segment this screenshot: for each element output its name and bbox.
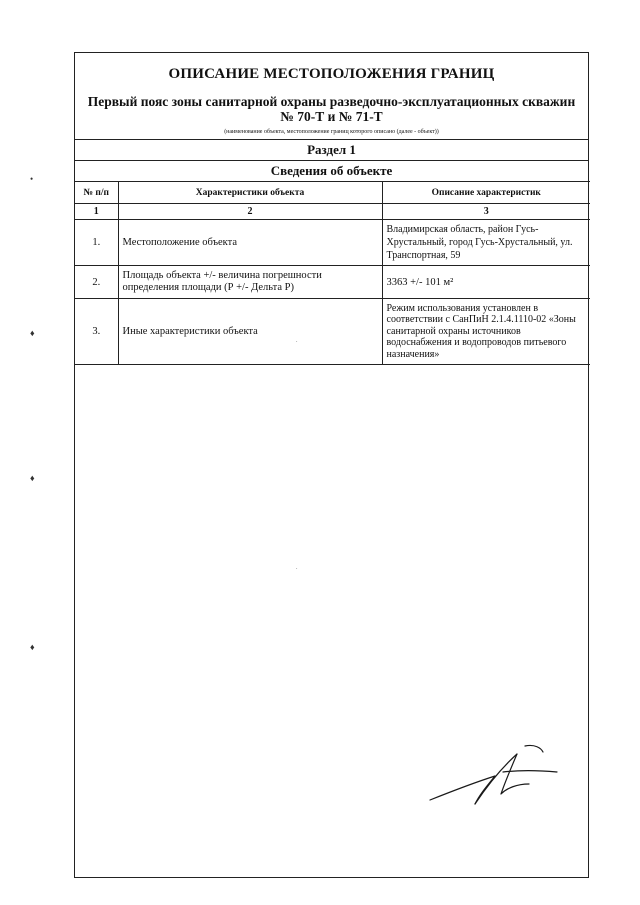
row-number: 3. xyxy=(75,299,118,365)
row-description: 3363 +/- 101 м² xyxy=(382,266,590,299)
row-characteristic: Иные характеристики объекта xyxy=(118,299,382,365)
scan-speck: . xyxy=(296,565,298,571)
object-info-table xyxy=(75,181,590,365)
column-header-description: Описание характеристик xyxy=(382,182,590,204)
document-header xyxy=(75,65,588,136)
section-title: Сведения об объекте xyxy=(75,160,588,181)
subtitle-line-2: № 70-Т и № 71-Т xyxy=(280,109,383,124)
table-index-row xyxy=(75,204,590,220)
table-row xyxy=(75,299,590,365)
signature-icon xyxy=(425,742,565,812)
index-cell-3: 3 xyxy=(382,204,590,220)
row-description: Режим использования установлен в соответствии с СанПиН 2.1.4.1110-02 «Зоны санитарной охраны источников водоснабжения и водопроводов питьевого назначения» xyxy=(382,299,590,365)
table-row xyxy=(75,220,590,266)
row-characteristic: Местоположение объекта xyxy=(118,220,382,266)
scan-speck: . xyxy=(296,338,298,344)
binder-mark: ♦ xyxy=(30,473,35,483)
table-row xyxy=(75,266,590,299)
column-header-characteristic: Характеристики объекта xyxy=(118,182,382,204)
row-number: 1. xyxy=(75,220,118,266)
document-title: ОПИСАНИЕ МЕСТОПОЛОЖЕНИЯ ГРАНИЦ xyxy=(168,66,495,82)
column-header-number: № п/п xyxy=(75,182,118,204)
index-cell-2: 2 xyxy=(118,204,382,220)
binder-mark: • xyxy=(30,174,34,184)
subtitle-line-1: Первый пояс зоны санитарной охраны разведочно-эксплуатационных скважин xyxy=(87,94,576,109)
binder-mark: ♦ xyxy=(30,328,35,338)
section-heading: Раздел 1 xyxy=(75,139,588,160)
document-subtitle xyxy=(75,94,588,124)
table-header-row xyxy=(75,182,590,204)
binder-mark: ♦ xyxy=(30,642,35,652)
row-number: 2. xyxy=(75,266,118,299)
row-characteristic: Площадь объекта +/- величина погрешности определения площади (Р +/- Дельта Р) xyxy=(118,266,382,299)
row-description: Владимирская область, район Гусь-Хрустальный, город Гусь-Хрустальный, ул. Транспортная, 59 xyxy=(382,220,590,266)
object-caption: (наименование объекта, местоположение границ которого описано (далее - объект)) xyxy=(224,129,439,135)
index-cell-1: 1 xyxy=(75,204,118,220)
